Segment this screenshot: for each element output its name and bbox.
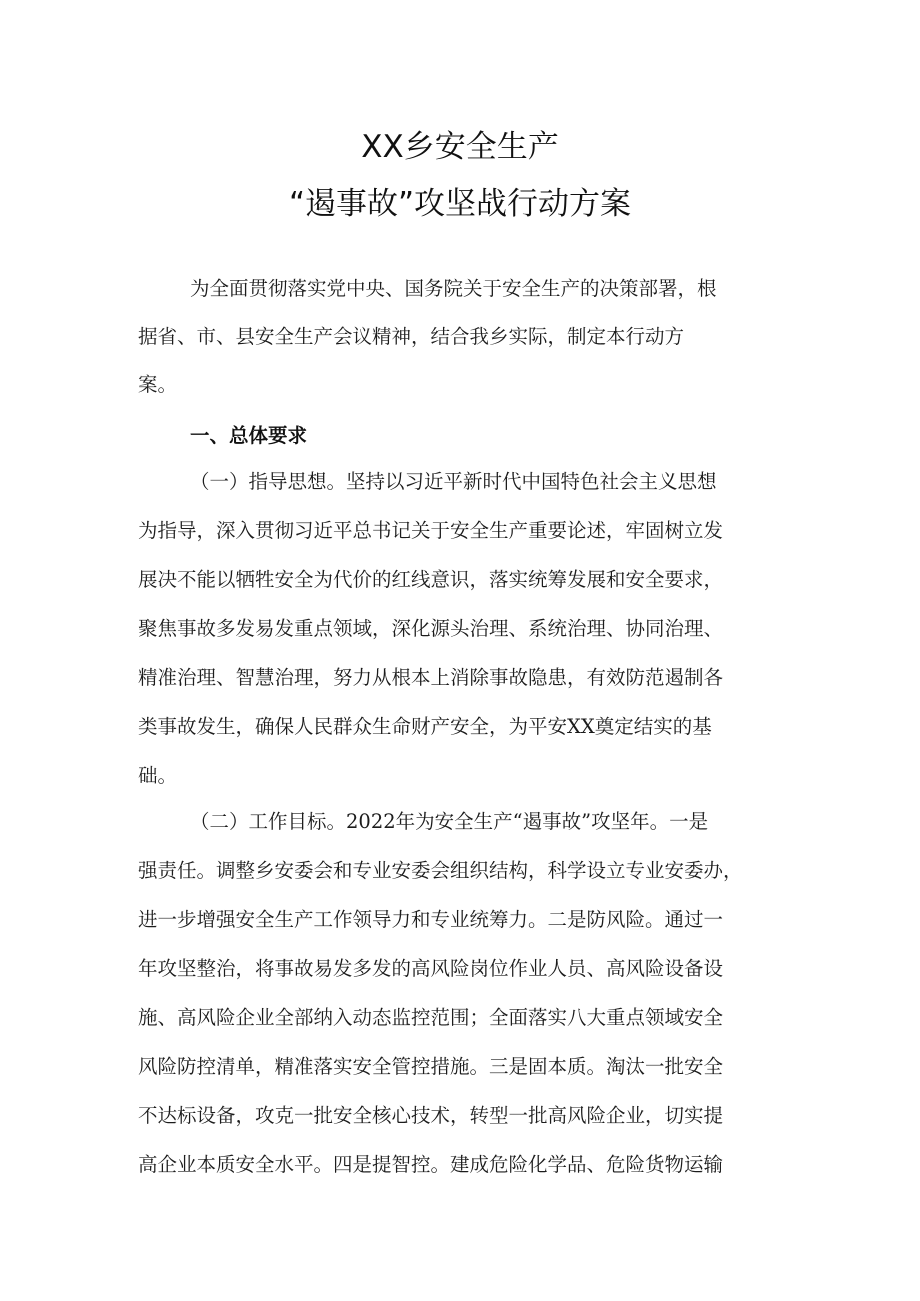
paragraph-line: 聚焦事故多发易发重点领域，深化源头治理、系统治理、协同治理、 (138, 617, 724, 640)
intro-paragraph (138, 265, 798, 409)
work-goals-paragraph (138, 797, 798, 1189)
paragraph-line: 精准治理、智慧治理，努力从根本上消除事故隐患，有效防范遏制各 (138, 666, 724, 689)
paragraph-line: 强责任。调整乡安委会和专业安委会组织结构，科学设立专业安委办， (138, 859, 743, 882)
paragraph-line: 为全面贯彻落实党中央、国务院关于安全生产的决策部署，根 (190, 277, 717, 300)
paragraph-line: 展决不能以牺牲安全为代价的红线意识，落实统筹发展和安全要求， (138, 568, 724, 591)
document-title-line-1: XX乡安全生产 (361, 129, 559, 165)
paragraph-line: 类事故发生，确保人民群众生命财产安全，为平安XX奠定结实的基 (138, 715, 712, 738)
paragraph-line: 高企业本质安全水平。四是提智控。建成危险化学品、危险货物运输 (138, 1153, 724, 1176)
paragraph-line: 不达标设备，攻克一批安全核心技术，转型一批高风险企业，切实提 (138, 1104, 724, 1127)
document-title-line-2: “遏事故”攻坚战行动方案 (288, 186, 632, 222)
paragraph-line: 进一步增强安全生产工作领导力和专业统筹力。二是防风险。通过一 (138, 908, 724, 931)
paragraph-line: 为指导，深入贯彻习近平总书记关于安全生产重要论述，牢固树立发 (138, 519, 724, 542)
guiding-ideology-paragraph (138, 457, 798, 800)
paragraph-line: 施、高风险企业全部纳入动态监控范围；全面落实八大重点领域安全 (138, 1006, 724, 1029)
paragraph-line: 案。 (138, 373, 178, 396)
paragraph-line: （一）指导思想。坚持以习近平新时代中国特色社会主义思想 (190, 470, 717, 493)
paragraph-line: 础。 (138, 764, 178, 787)
paragraph-line: 据省、市、县安全生产会议精神，结合我乡实际，制定本行动方 (138, 325, 685, 348)
paragraph-line: 风险防控清单，精准落实安全管控措施。三是固本质。淘汰一批安全 (138, 1055, 724, 1078)
paragraph-line: 年攻坚整治，将事故易发多发的高风险岗位作业人员、高风险设备设 (138, 957, 724, 980)
section-heading: 一、总体要求 (190, 424, 308, 447)
paragraph-line: （二）工作目标。2022年为安全生产“遏事故”攻坚年。一是 (190, 810, 709, 833)
